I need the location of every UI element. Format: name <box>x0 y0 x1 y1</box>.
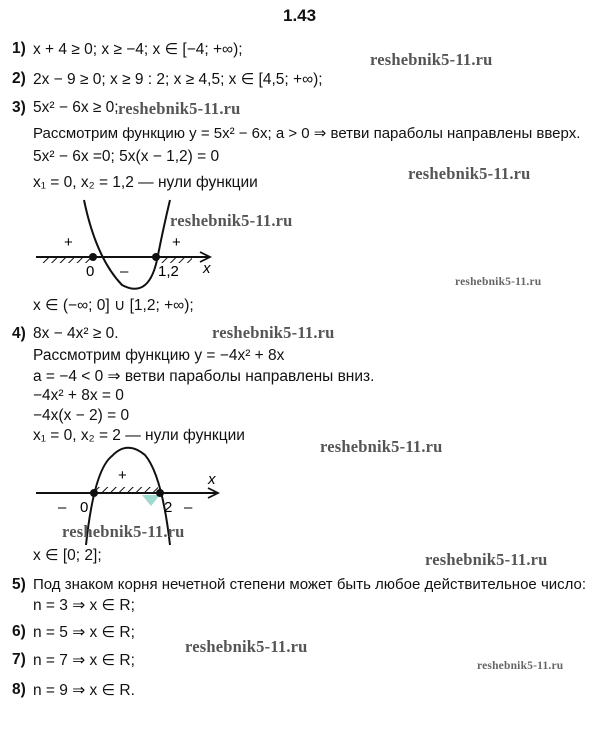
watermark: reshebnik5-11.ru <box>118 99 241 118</box>
watermark: reshebnik5-11.ru <box>455 276 542 288</box>
item-4-line-2: a = −4 < 0 ⇒ ветви параболы направлены вниз. <box>33 368 375 385</box>
item-6-text: n = 5 ⇒ x ∈ R; <box>33 624 135 641</box>
watermark: reshebnik5-11.ru <box>170 211 293 230</box>
item-3-line-3: x₁ = 0, x₂ = 1,2 — нули функции <box>33 174 258 191</box>
item-1-number: 1) <box>12 40 26 57</box>
item-3-line-2: 5x² − 6x =0; 5x(x − 1,2) = 0 <box>33 148 220 165</box>
item-3-axis-label: x <box>203 260 211 277</box>
item-4-point-zero <box>90 489 98 497</box>
item-6-number: 6) <box>12 623 26 640</box>
item-8-text: n = 9 ⇒ x ∈ R. <box>33 682 135 699</box>
item-4-label-zero: 0 <box>80 499 89 516</box>
watermark: reshebnik5-11.ru <box>408 164 531 183</box>
item-3-text: 5x² − 6x ≥ 0; <box>33 99 119 116</box>
item-5-number: 5) <box>12 576 26 593</box>
item-4-line-5: x₁ = 0, x₂ = 2 — нули функции <box>33 427 245 444</box>
item-4-sign-minus-left: – <box>58 499 67 516</box>
item-4-axis-label: x <box>208 471 216 488</box>
item-4-sign-plus: + <box>118 467 127 484</box>
item-3-number: 3) <box>12 99 26 116</box>
item-3-answer: x ∈ (−∞; 0] ∪ [1,2; +∞); <box>33 297 194 314</box>
item-5-text: Под знаком корня нечетной степени может быть любое действительное число: <box>33 576 587 593</box>
item-4-line-4: −4x(x − 2) = 0 <box>33 407 130 424</box>
item-4-line-3: −4x² + 8x = 0 <box>33 387 124 404</box>
item-4-line-1: Рассмотрим функцию y = −4x² + 8x <box>33 347 285 364</box>
page-title: 1.43 <box>283 6 317 25</box>
item-7-number: 7) <box>12 651 26 668</box>
item-3-sign-plus-left: + <box>64 234 73 251</box>
item-1-text: x + 4 ≥ 0; x ≥ −4; x ∈ [−4; +∞); <box>33 41 243 58</box>
item-3-point-right <box>152 253 160 261</box>
item-8-number: 8) <box>12 681 26 698</box>
item-3-label-zero: 0 <box>86 263 95 280</box>
item-3-point-zero <box>89 253 97 261</box>
item-4-axis-arrow <box>208 488 218 498</box>
item-2-number: 2) <box>12 70 26 87</box>
item-7-text: n = 7 ⇒ x ∈ R; <box>33 652 135 669</box>
item-4-label-point: 2 <box>164 499 173 516</box>
item-3-axis-arrow <box>200 252 210 262</box>
item-4-text: 8x − 4x² ≥ 0. <box>33 325 119 342</box>
item-4-hatch <box>94 487 158 494</box>
item-4-answer: x ∈ [0; 2]; <box>33 547 102 564</box>
item-3-sign-minus: – <box>120 263 129 280</box>
item-4-marker <box>142 495 160 506</box>
watermark: reshebnik5-11.ru <box>185 637 308 656</box>
item-4-number: 4) <box>12 325 26 342</box>
item-3-line-1: Рассмотрим функцию y = 5x² − 6x; a > 0 ⇒ ветви параболы направлены вверх. <box>33 125 581 142</box>
item-2-text: 2x − 9 ≥ 0; x ≥ 9 : 2; x ≥ 4,5; x ∈ [4,5; +∞); <box>33 71 323 88</box>
item-5-answer: n = 3 ⇒ x ∈ R; <box>33 597 135 614</box>
watermark: reshebnik5-11.ru <box>425 550 548 569</box>
item-4-sign-minus-right: – <box>184 499 193 516</box>
item-3-sign-plus-right: + <box>172 234 181 251</box>
item-3-label-point: 1,2 <box>158 263 179 280</box>
watermark: reshebnik5-11.ru <box>62 522 185 541</box>
item-3-hatch-left <box>40 256 92 263</box>
item-3-parabola <box>84 200 170 289</box>
watermark: reshebnik5-11.ru <box>370 50 493 69</box>
item-3-hatch-right <box>156 256 192 263</box>
watermark: reshebnik5-11.ru <box>320 437 443 456</box>
watermark: reshebnik5-11.ru <box>212 323 335 342</box>
item-4-point-right <box>156 489 164 497</box>
watermark: reshebnik5-11.ru <box>477 660 564 672</box>
